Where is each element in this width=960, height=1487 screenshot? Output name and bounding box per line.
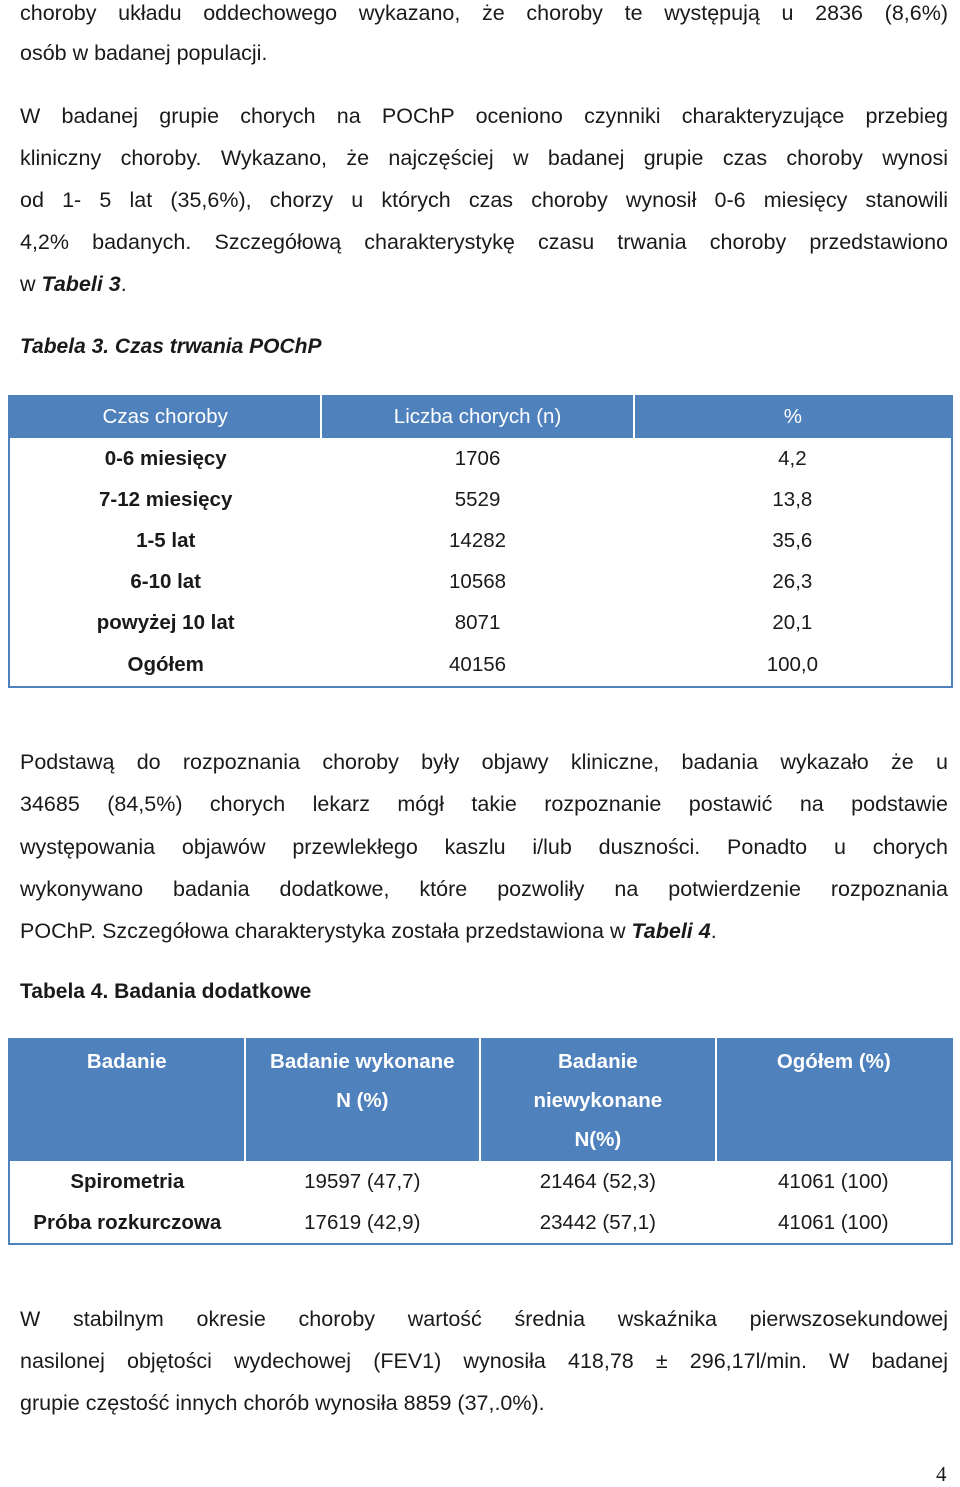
table-cell: 13,8 (772, 487, 813, 511)
table-cell: 7-12 miesięcy (99, 487, 233, 511)
paragraph-2-line-5 (20, 271, 127, 297)
paragraph-1-line-2: osób w badanej populacji. (20, 41, 268, 65)
table-cell: powyżej 10 lat (96, 610, 235, 634)
table-cell: 40156 (449, 652, 507, 676)
table-4-header-row (9, 1038, 952, 1160)
table-row (9, 1160, 952, 1202)
table-3-header-percent: % (634, 395, 952, 438)
paragraph-3-line-1: Podstawą do rozpoznania choroby były objawy kliniczne, badania wykazało że u (20, 750, 948, 774)
table-4-header-ogolem (716, 1038, 952, 1160)
page-number: 4 (936, 1462, 947, 1486)
table-cell: Próba rozkurczowa (33, 1210, 222, 1234)
table-row (9, 1202, 952, 1244)
paragraph-3-line-5-text: POChP. Szczegółowa charakterystyka została przedstawiona w (20, 919, 632, 943)
paragraph-3-line-2: 34685 (84,5%) chorych lekarz mógł takie rozpoznanie postawić na podstawie (20, 792, 948, 816)
paragraph-1-line-1: choroby układu oddechowego wykazano, że choroby te występują u 2836 (8,6%) (20, 1, 948, 25)
table-4-header-badanie (9, 1038, 245, 1160)
table-3-reference: Tabeli 3 (41, 272, 121, 296)
header-line: Ogółem (%) (776, 1050, 891, 1073)
header-line: niewykonane (533, 1089, 663, 1112)
table-row-total (9, 643, 952, 687)
paragraph-4-line-1: W stabilnym okresie choroby wartość średnia wskaźnika pierwszosekundowej (20, 1307, 948, 1331)
table-row (9, 561, 952, 602)
table-cell: 26,3 (772, 569, 813, 593)
table-3-header-czas: Czas choroby (9, 395, 321, 438)
table-row (9, 438, 952, 479)
table-cell: 4,2 (778, 446, 807, 470)
paragraph-4-line-2: nasilonej objętości wydechowej (FEV1) wynosiła 418,78 ± 296,17l/min. W badanej (20, 1349, 948, 1373)
table-row (9, 479, 952, 520)
table-cell: 20,1 (772, 610, 813, 634)
table-4-header-wykonane (245, 1038, 480, 1160)
table-cell: 21464 (52,3) (480, 1160, 716, 1202)
paragraph-2-line-4: 4,2% badanych. Szczegółową charakterystykę czasu trwania choroby przedstawiono (20, 230, 948, 254)
paragraph-3-line-3: występowania objawów przewlekłego kaszlu i/lub duszności. Ponadto u chorych (20, 835, 948, 859)
paragraph-3-line-5-end: . (710, 919, 717, 943)
table-row (9, 602, 952, 643)
table-cell: 0-6 miesięcy (104, 446, 227, 470)
header-line: Badanie wykonane (270, 1050, 455, 1073)
table-cell: 35,6 (772, 528, 813, 552)
header-line: Badanie (86, 1050, 167, 1073)
paragraph-3-line-5 (20, 918, 717, 944)
header-line: N (%) (336, 1089, 389, 1112)
paragraph-2-line-3: od 1- 5 lat (35,6%), chorzy u których czas choroby wynosił 0-6 miesięcy stanowili (20, 188, 948, 212)
table-cell: Spirometria (9, 1160, 245, 1202)
table-cell: 1-5 lat (136, 528, 196, 552)
table-cell: Ogółem (127, 652, 204, 676)
table-row (9, 520, 952, 561)
header-line: N(%) (574, 1128, 622, 1151)
table-3-caption: Tabela 3. Czas trwania POChP (20, 335, 322, 358)
table-4 (8, 1038, 953, 1245)
paragraph-2-line-5-end: . (120, 272, 127, 296)
table-cell: 23442 (57,1) (539, 1210, 656, 1234)
table-cell: 19597 (47,7) (245, 1160, 480, 1202)
table-cell: 17619 (42,9) (304, 1210, 421, 1234)
table-3-header-liczba: Liczba chorych (n) (321, 395, 633, 438)
table-cell: 1706 (454, 446, 501, 470)
table-cell: 41061 (100) (716, 1160, 952, 1202)
table-cell: 10568 (449, 569, 507, 593)
table-4-header-niewykonane (480, 1038, 716, 1160)
paragraph-2-line-1: W badanej grupie chorych na POChP oceniono czynniki charakteryzujące przebieg (20, 104, 948, 128)
table-4-caption: Tabela 4. Badania dodatkowe (20, 980, 312, 1003)
header-line: Badanie (557, 1050, 638, 1073)
table-cell: 5529 (454, 487, 501, 511)
table-cell: 100,0 (766, 652, 819, 676)
paragraph-2-line-2: kliniczny choroby. Wykazano, że najczęściej w badanej grupie czas choroby wynosi (20, 146, 948, 170)
table-cell: 41061 (100) (778, 1210, 889, 1234)
table-cell: 8071 (454, 610, 501, 634)
table-4-reference: Tabeli 4 (631, 919, 711, 943)
paragraph-4-line-3: grupie częstość innych chorób wynosiła 8859 (37,.0%). (20, 1391, 545, 1415)
paragraph-3-line-4: wykonywano badania dodatkowe, które pozwoliły na potwierdzenie rozpoznania (20, 877, 948, 901)
table-cell: 14282 (449, 528, 507, 552)
paragraph-2-line-5-text: w (20, 272, 42, 296)
table-3 (8, 395, 953, 688)
table-cell: 6-10 lat (130, 569, 202, 593)
table-3-header-row (9, 395, 952, 438)
